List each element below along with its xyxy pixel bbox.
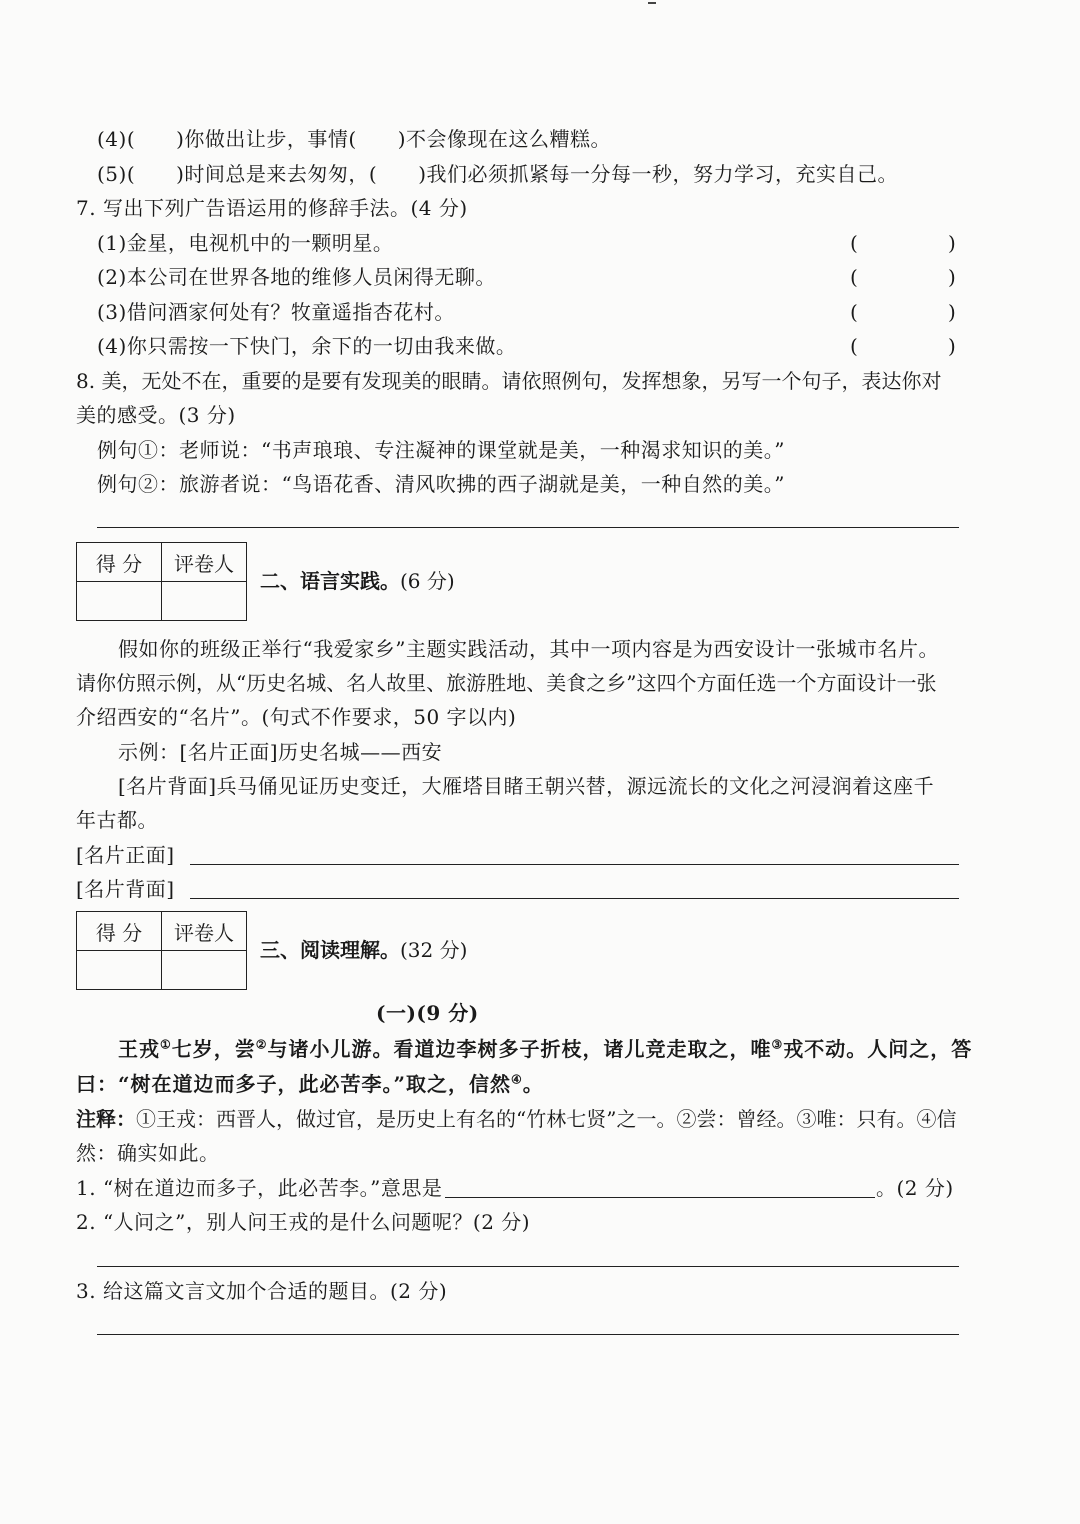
note-ref-2: ② [255,1037,268,1052]
reading-subtitle: (一)(9 分) [376,1001,479,1025]
section2-para-line1: 假如你的班级正举行“我爱家乡”主题实践活动，其中一项内容是为西安设计一张城市名片。 [118,637,939,661]
text-fragment: 戎不动。人问之，答 [783,1037,973,1061]
reading-q1-suffix: 。(2 分) [876,1176,954,1200]
top-mark [648,2,656,4]
section3-heading [260,935,467,965]
q8-answer-line[interactable] [97,527,959,528]
section2-para-line3: 介绍西安的“名片”。(句式不作要求，50 字以内) [76,705,517,729]
notes-line1 [76,1104,956,1134]
reading-q1-prefix: 1. “树在道边而多子，此必苦李。”意思是 [76,1176,443,1200]
q8-example-1: 例句①：老师说：“书声琅琅、专注凝神的课堂就是美，一种渴求知识的美。” [97,438,785,462]
q7-item-3: (3)借问酒家何处有？牧童遥指杏花村。 [97,300,455,324]
q7-answer-open-1: ( [850,231,858,255]
score-cell[interactable] [77,951,162,990]
note-ref-1: ① [160,1037,172,1052]
note-ref-4: ④ [511,1072,523,1087]
q8-example-2: 例句②：旅游者说：“鸟语花香、清风吹拂的西子湖就是美，一种自然的美。” [97,472,785,496]
text-fragment: 。 [522,1072,544,1096]
score-label: 得 分 [77,912,162,951]
q7-title: 7. 写出下列广告语运用的修辞手法。(4 分) [76,196,468,220]
reading-q3: 3. 给这篇文言文加个合适的题目。(2 分) [76,1279,448,1303]
score-box-section2 [76,542,247,621]
card-front-answer-line[interactable] [190,864,959,865]
classical-text-line1 [118,1034,972,1064]
card-front-label: [名片正面] [76,843,175,867]
section3-title: 三、阅读理解。 [260,938,400,962]
reading-q2: 2. “人问之”，别人问王戎的是什么问题呢？(2 分) [76,1210,531,1234]
text-fragment: 王戎 [118,1037,160,1061]
reading-q3-answer-line[interactable] [97,1334,959,1335]
grader-label: 评卷人 [162,912,247,951]
notes-line2: 然：确实如此。 [76,1141,220,1165]
card-back-answer-line[interactable] [190,898,959,899]
q7-answer-open-2: ( [850,265,858,289]
section2-points: (6 分) [400,569,455,593]
q7-item-2: (2)本公司在世界各地的维修人员闲得无聊。 [97,265,496,289]
text-fragment: 与诸小儿游。看道边李树多子折枝，诸儿竞走取之，唯 [267,1037,772,1061]
q8-title-line1: 8. 美，无处不在，重要的是要有发现美的眼睛。请依照例句，发挥想象，另写一个句子，表达你对 [76,369,942,393]
section3-points: (32 分) [400,938,468,962]
q7-answer-close-1: ) [948,231,956,255]
score-box-section3 [76,911,247,990]
q7-item-1: (1)金星，电视机中的一颗明星。 [97,231,394,255]
reading-q1-answer-line[interactable] [445,1197,875,1198]
q7-answer-open-4: ( [850,334,858,358]
q8-title-line2: 美的感受。(3 分) [76,403,236,427]
notes-label: 注释： [76,1107,136,1131]
grader-cell[interactable] [162,582,247,621]
section2-para-line2: 请你仿照示例，从“历史名城、名人故里、旅游胜地、美食之乡”这四个方面任选一个方面设计一张 [76,671,937,695]
section2-heading [260,566,455,596]
card-back-label: [名片背面] [76,877,175,901]
text-fragment: 七岁，尝 [171,1037,256,1061]
q6-item-4: (4)( )你做出让步，事情( )不会像现在这么糟糕。 [97,127,612,151]
q7-answer-close-4: ) [948,334,956,358]
q7-item-4: (4)你只需按一下快门，余下的一切由我来做。 [97,334,517,358]
q7-answer-close-2: ) [948,265,956,289]
grader-label: 评卷人 [162,543,247,582]
section2-example-back-line1: [名片背面]兵马俑见证历史变迁，大雁塔目睹王朝兴替，源远流长的文化之河浸润着这座千 [118,774,935,798]
score-cell[interactable] [77,582,162,621]
grader-cell[interactable] [162,951,247,990]
score-label: 得 分 [77,543,162,582]
q7-answer-close-3: ) [948,300,956,324]
notes-text-1: ①王戎：西晋人，做过官，是历史上有名的“竹林七贤”之一。②尝：曾经。③唯：只有。④信 [136,1107,957,1131]
text-fragment: 曰：“树在道边而多子，此必苦李。”取之，信然 [76,1072,512,1096]
reading-q2-answer-line[interactable] [97,1266,959,1267]
q7-answer-open-3: ( [850,300,858,324]
section2-example-back-line2: 年古都。 [76,808,158,832]
section2-title: 二、语言实践。 [260,569,400,593]
note-ref-3: ③ [771,1037,784,1052]
section2-example-front: 示例：[名片正面]历史名城——西安 [118,740,443,764]
classical-text-line2 [76,1069,544,1099]
q6-item-5: (5)( )时间总是来去匆匆，( )我们必须抓紧每一分每一秒，努力学习，充实自己。 [97,162,899,186]
